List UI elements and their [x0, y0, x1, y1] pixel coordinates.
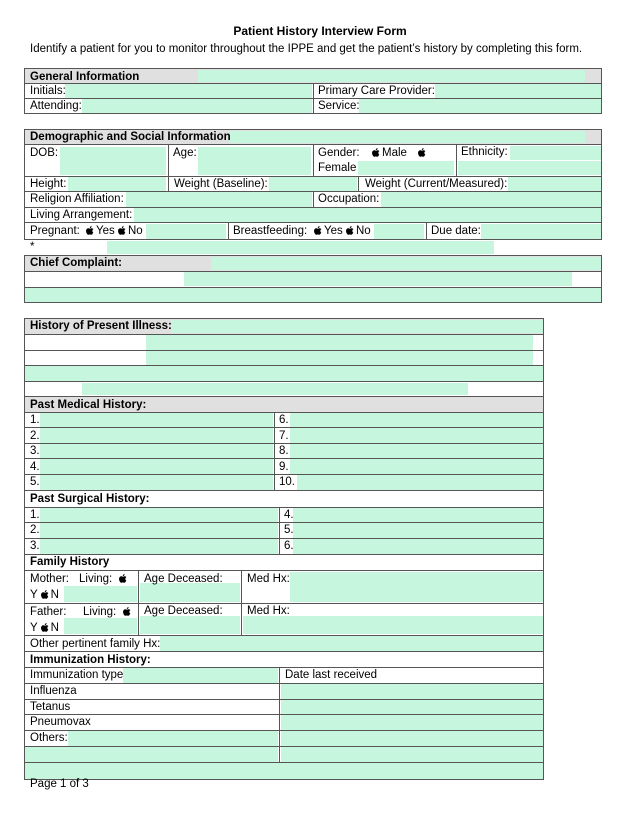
- page-number: Page 1 of 3: [30, 778, 89, 790]
- pmh-number: 9.: [279, 461, 289, 473]
- pmh-number: 3.: [30, 445, 40, 457]
- other-family-hx-label: Other pertinent family Hx:: [30, 638, 161, 650]
- pmh-field[interactable]: [40, 444, 273, 458]
- pregnant-yes-option[interactable]: Yes: [86, 224, 115, 238]
- form-instructions: Identify a patient for you to monitor throughout the IPPE and get the patient’s history by completing this form.: [30, 43, 583, 55]
- pregnant-field[interactable]: [146, 224, 226, 239]
- primary-care-provider-label: Primary Care Provider:: [318, 85, 435, 97]
- form-title: Patient History Interview Form: [233, 24, 407, 38]
- psh-number: 1.: [30, 509, 40, 521]
- age-field[interactable]: [198, 147, 311, 175]
- influenza-date-field[interactable]: [281, 684, 543, 699]
- pmh-field[interactable]: [290, 413, 543, 427]
- religion-label: Religion Affiliation:: [30, 193, 124, 205]
- breastfeeding-no-option[interactable]: No: [346, 224, 371, 238]
- ethnicity-label: Ethnicity:: [461, 146, 508, 158]
- demographic-header: Demographic and Social Information: [30, 131, 231, 143]
- immunization-extra-date-field[interactable]: [281, 747, 543, 762]
- immunization-header: Immunization History:: [30, 654, 151, 666]
- height-label: Height:: [30, 178, 67, 190]
- family-history-header: Family History: [30, 556, 110, 568]
- initials-field[interactable]: [65, 84, 312, 98]
- apple-checkbox-icon: [118, 226, 126, 235]
- pmh-number: 10.: [279, 476, 295, 488]
- hpi-field-3[interactable]: [25, 366, 543, 381]
- mother-living-field[interactable]: [64, 586, 137, 602]
- weight-current-field[interactable]: [508, 177, 601, 191]
- gender-male-option[interactable]: Male: [372, 146, 407, 160]
- apple-checkbox-icon[interactable]: [119, 574, 127, 583]
- immunization-type-field[interactable]: [123, 668, 278, 683]
- mother-living-label: Living:: [79, 573, 113, 585]
- pmh-field[interactable]: [297, 475, 543, 490]
- weight-baseline-label: Weight (Baseline):: [174, 178, 268, 190]
- service-label: Service:: [318, 100, 360, 112]
- breastfeeding-yes-option[interactable]: Yes: [314, 224, 343, 238]
- psh-field[interactable]: [40, 539, 278, 554]
- immunization-extra-row-field[interactable]: [25, 763, 543, 779]
- mother-med-hx-field[interactable]: [290, 572, 543, 602]
- pmh-field[interactable]: [290, 444, 543, 458]
- pmh-number: 4.: [30, 461, 40, 473]
- hpi-field-1[interactable]: [146, 335, 533, 350]
- father-age-deceased-label: Age Deceased:: [144, 605, 223, 617]
- pmh-number: 8.: [279, 445, 289, 457]
- apple-checkbox-icon[interactable]: [123, 607, 131, 616]
- asterisk-note: *: [30, 241, 35, 253]
- pmh-field[interactable]: [290, 459, 543, 474]
- pmh-field[interactable]: [40, 475, 273, 490]
- psh-number: 2.: [30, 524, 40, 536]
- father-yes-no[interactable]: Y N: [30, 622, 59, 634]
- pneumovax-date-field[interactable]: [281, 715, 543, 730]
- father-med-hx-label: Med Hx:: [247, 605, 290, 617]
- height-field[interactable]: [68, 177, 166, 191]
- chief-complaint-field-2[interactable]: [25, 288, 601, 302]
- gender-other-field[interactable]: [358, 161, 454, 175]
- father-living-field[interactable]: [64, 618, 137, 634]
- mother-label: Mother:: [30, 573, 69, 585]
- gender-label: Gender:: [318, 147, 360, 159]
- hpi-header: History of Present Illness:: [30, 320, 172, 332]
- psh-header: Past Surgical History:: [30, 493, 150, 505]
- psh-field[interactable]: [40, 508, 278, 522]
- pmh-header: Past Medical History:: [30, 399, 147, 411]
- pmh-number: 2.: [30, 430, 40, 442]
- due-date-field[interactable]: [481, 224, 601, 239]
- age-label: Age:: [173, 147, 197, 159]
- due-date-label: Due date:: [431, 225, 481, 237]
- living-arrangement-field[interactable]: [134, 208, 601, 222]
- pmh-field[interactable]: [40, 459, 273, 474]
- apple-checkbox-icon: [41, 590, 49, 599]
- living-arrangement-label: Living Arrangement:: [30, 209, 133, 221]
- chief-complaint-field-1[interactable]: [184, 272, 572, 286]
- primary-care-provider-field[interactable]: [435, 84, 601, 98]
- occupation-field[interactable]: [381, 192, 601, 207]
- psh-number: 3.: [30, 540, 40, 552]
- others-type-field[interactable]: [68, 731, 278, 746]
- psh-number: 5.: [284, 524, 294, 536]
- dob-label: DOB:: [30, 147, 59, 159]
- immunization-row-label: Pneumovax: [30, 716, 91, 728]
- pregnant-label: Pregnant:: [30, 225, 80, 237]
- psh-field[interactable]: [293, 508, 543, 522]
- father-living-label: Living:: [83, 606, 117, 618]
- religion-field[interactable]: [126, 192, 312, 207]
- others-date-field[interactable]: [281, 731, 543, 746]
- apple-checkbox-icon: [86, 226, 94, 235]
- pmh-field[interactable]: [40, 428, 273, 443]
- psh-field[interactable]: [40, 523, 278, 538]
- father-med-hx-field[interactable]: [243, 616, 543, 634]
- pmh-number: 6.: [279, 414, 289, 426]
- pmh-number: 7.: [279, 430, 289, 442]
- apple-checkbox-icon: [346, 226, 354, 235]
- pmh-field[interactable]: [40, 413, 273, 427]
- hpi-header-field[interactable]: [171, 320, 543, 333]
- breastfeeding-label: Breastfeeding:: [233, 225, 308, 237]
- attending-field[interactable]: [82, 99, 312, 113]
- father-label: Father:: [30, 606, 67, 618]
- service-field[interactable]: [359, 99, 601, 113]
- apple-checkbox-icon: [418, 148, 426, 157]
- father-age-deceased-field[interactable]: [140, 616, 240, 634]
- weight-baseline-field[interactable]: [269, 177, 357, 191]
- general-information-header: General Information: [30, 71, 140, 83]
- pregnant-no-option[interactable]: No: [118, 224, 143, 238]
- other-family-hx-field[interactable]: [160, 636, 543, 651]
- pmh-field[interactable]: [290, 428, 543, 443]
- breastfeeding-field[interactable]: [374, 224, 424, 239]
- psh-field[interactable]: [293, 539, 543, 554]
- psh-number: 6.: [284, 540, 294, 552]
- psh-field[interactable]: [293, 523, 543, 538]
- pmh-number: 5.: [30, 476, 40, 488]
- immunization-row-label: Influenza: [30, 685, 77, 697]
- immunization-row-label: Tetanus: [30, 701, 71, 713]
- attending-label: Attending:: [30, 100, 82, 112]
- mother-yes-no[interactable]: Y N: [30, 589, 59, 601]
- hpi-field-4[interactable]: [82, 383, 468, 395]
- mother-med-hx-label: Med Hx:: [247, 573, 290, 585]
- ethnicity-field-line2[interactable]: [458, 161, 601, 175]
- apple-checkbox-icon: [41, 623, 49, 632]
- immunization-extra-type-field[interactable]: [25, 747, 278, 762]
- chief-complaint-header: Chief Complaint:: [30, 257, 122, 269]
- hpi-field-2[interactable]: [146, 351, 533, 365]
- occupation-label: Occupation:: [318, 193, 380, 205]
- apple-checkbox-icon: [372, 148, 380, 157]
- apple-checkbox-icon: [314, 226, 322, 235]
- immunization-row-label: Others:: [30, 732, 68, 744]
- gender-female-label: Female: [318, 162, 357, 174]
- note-field[interactable]: [107, 241, 494, 254]
- initials-label: Initials:: [30, 85, 66, 97]
- immunization-date-header: Date last received: [285, 669, 378, 681]
- tetanus-date-field[interactable]: [281, 700, 543, 714]
- ethnicity-field[interactable]: [510, 146, 601, 160]
- weight-current-label: Weight (Current/Measured):: [365, 178, 508, 190]
- dob-field[interactable]: [60, 147, 166, 175]
- psh-number: 4.: [284, 509, 294, 521]
- gender-female-checkbox[interactable]: [418, 146, 428, 160]
- immunization-type-header: Immunization type: [30, 669, 124, 681]
- pmh-number: 1.: [30, 414, 40, 426]
- mother-age-deceased-label: Age Deceased:: [144, 573, 223, 585]
